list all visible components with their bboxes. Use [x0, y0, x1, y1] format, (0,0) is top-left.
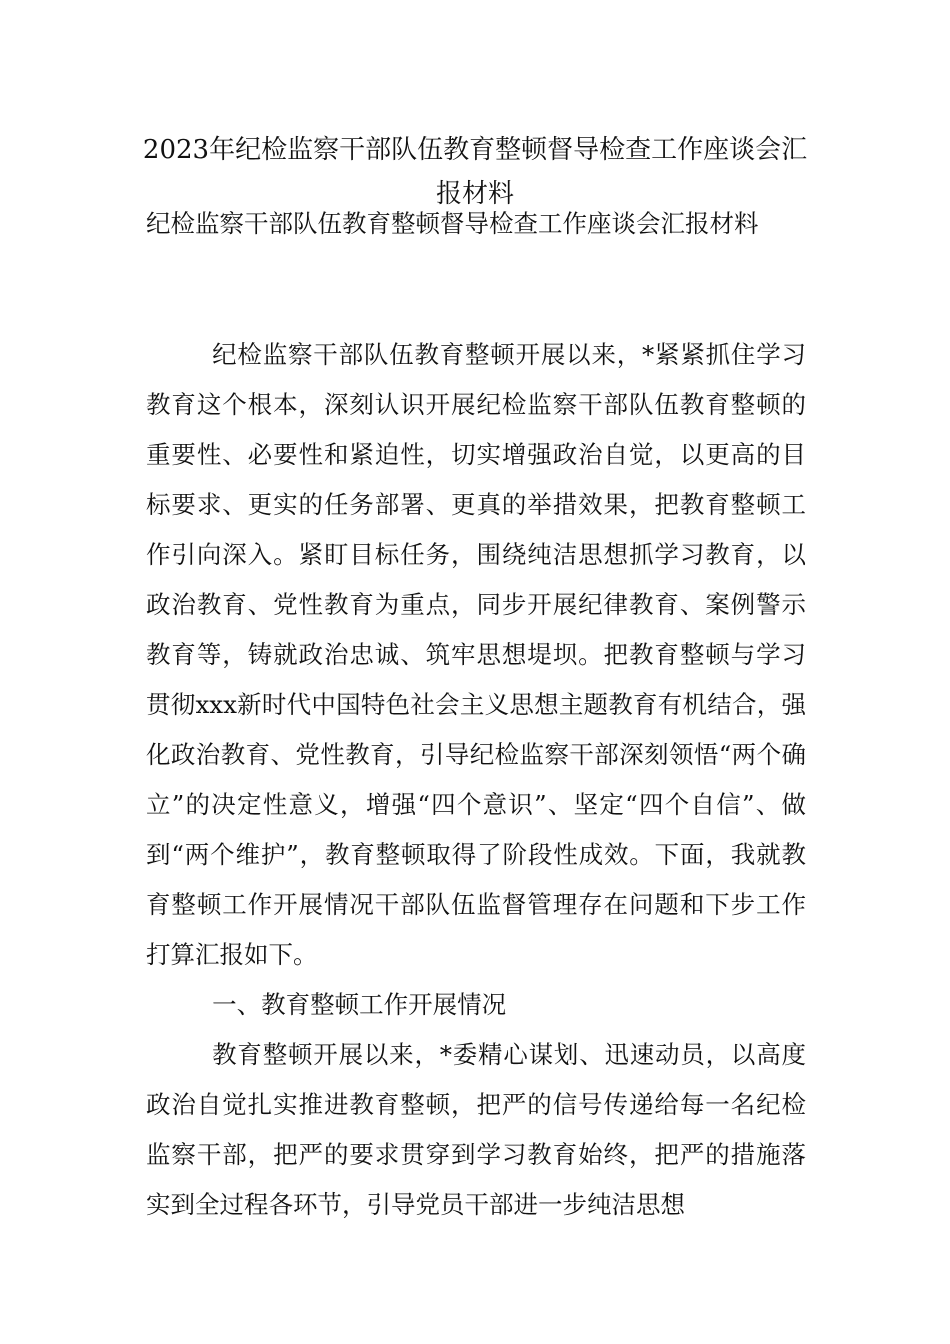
section-paragraph: 教育整顿开展以来，*委精心谋划、迅速动员，以高度政治自觉扎实推进教育整顿，把严的信号传递给每一名纪检监察干部，把严的要求贯穿到学习教育始终，把严的措施落实到全过程各环节，引导党员干部进一步纯洁思想 [146, 1040, 806, 1219]
section-heading: 一、教育整顿工作开展情况 [212, 990, 507, 1019]
document-body [146, 330, 806, 1230]
document-title: 2023年纪检监察干部队伍教育整顿督导检查工作座谈会汇报材料 [142, 135, 808, 209]
intro-paragraph: 纪检监察干部队伍教育整顿开展以来，*紧紧抓住学习教育这个根本，深刻认识开展纪检监察干部队伍教育整顿的重要性、必要性和紧迫性，切实增强政治自觉，以更高的目标要求、更实的任务部署、更真的举措效果，把教育整顿工作引向深入。紧盯目标任务，围绕纯洁思想抓学习教育，以政治教育、党性教育为重点，同步开展纪律教育、案例警示教育等，铸就政治忠诚、筑牢思想堤坝。把教育整顿与学习贯彻xxx新时代中国特色社会主义思想主题教育有机结合，强化政治教育、党性教育，引导纪检监察干部深刻领悟“两个确立”的决定性意义，增强“四个意识”、坚定“四个自信”、做到“两个维护”，教育整顿取得了阶段性成效。下面，我就教育整顿工作开展情况干部队伍监督管理存在问题和下步工作打算汇报如下。 [146, 340, 806, 969]
document-subtitle: 纪检监察干部队伍教育整顿督导检查工作座谈会汇报材料 [146, 209, 759, 238]
